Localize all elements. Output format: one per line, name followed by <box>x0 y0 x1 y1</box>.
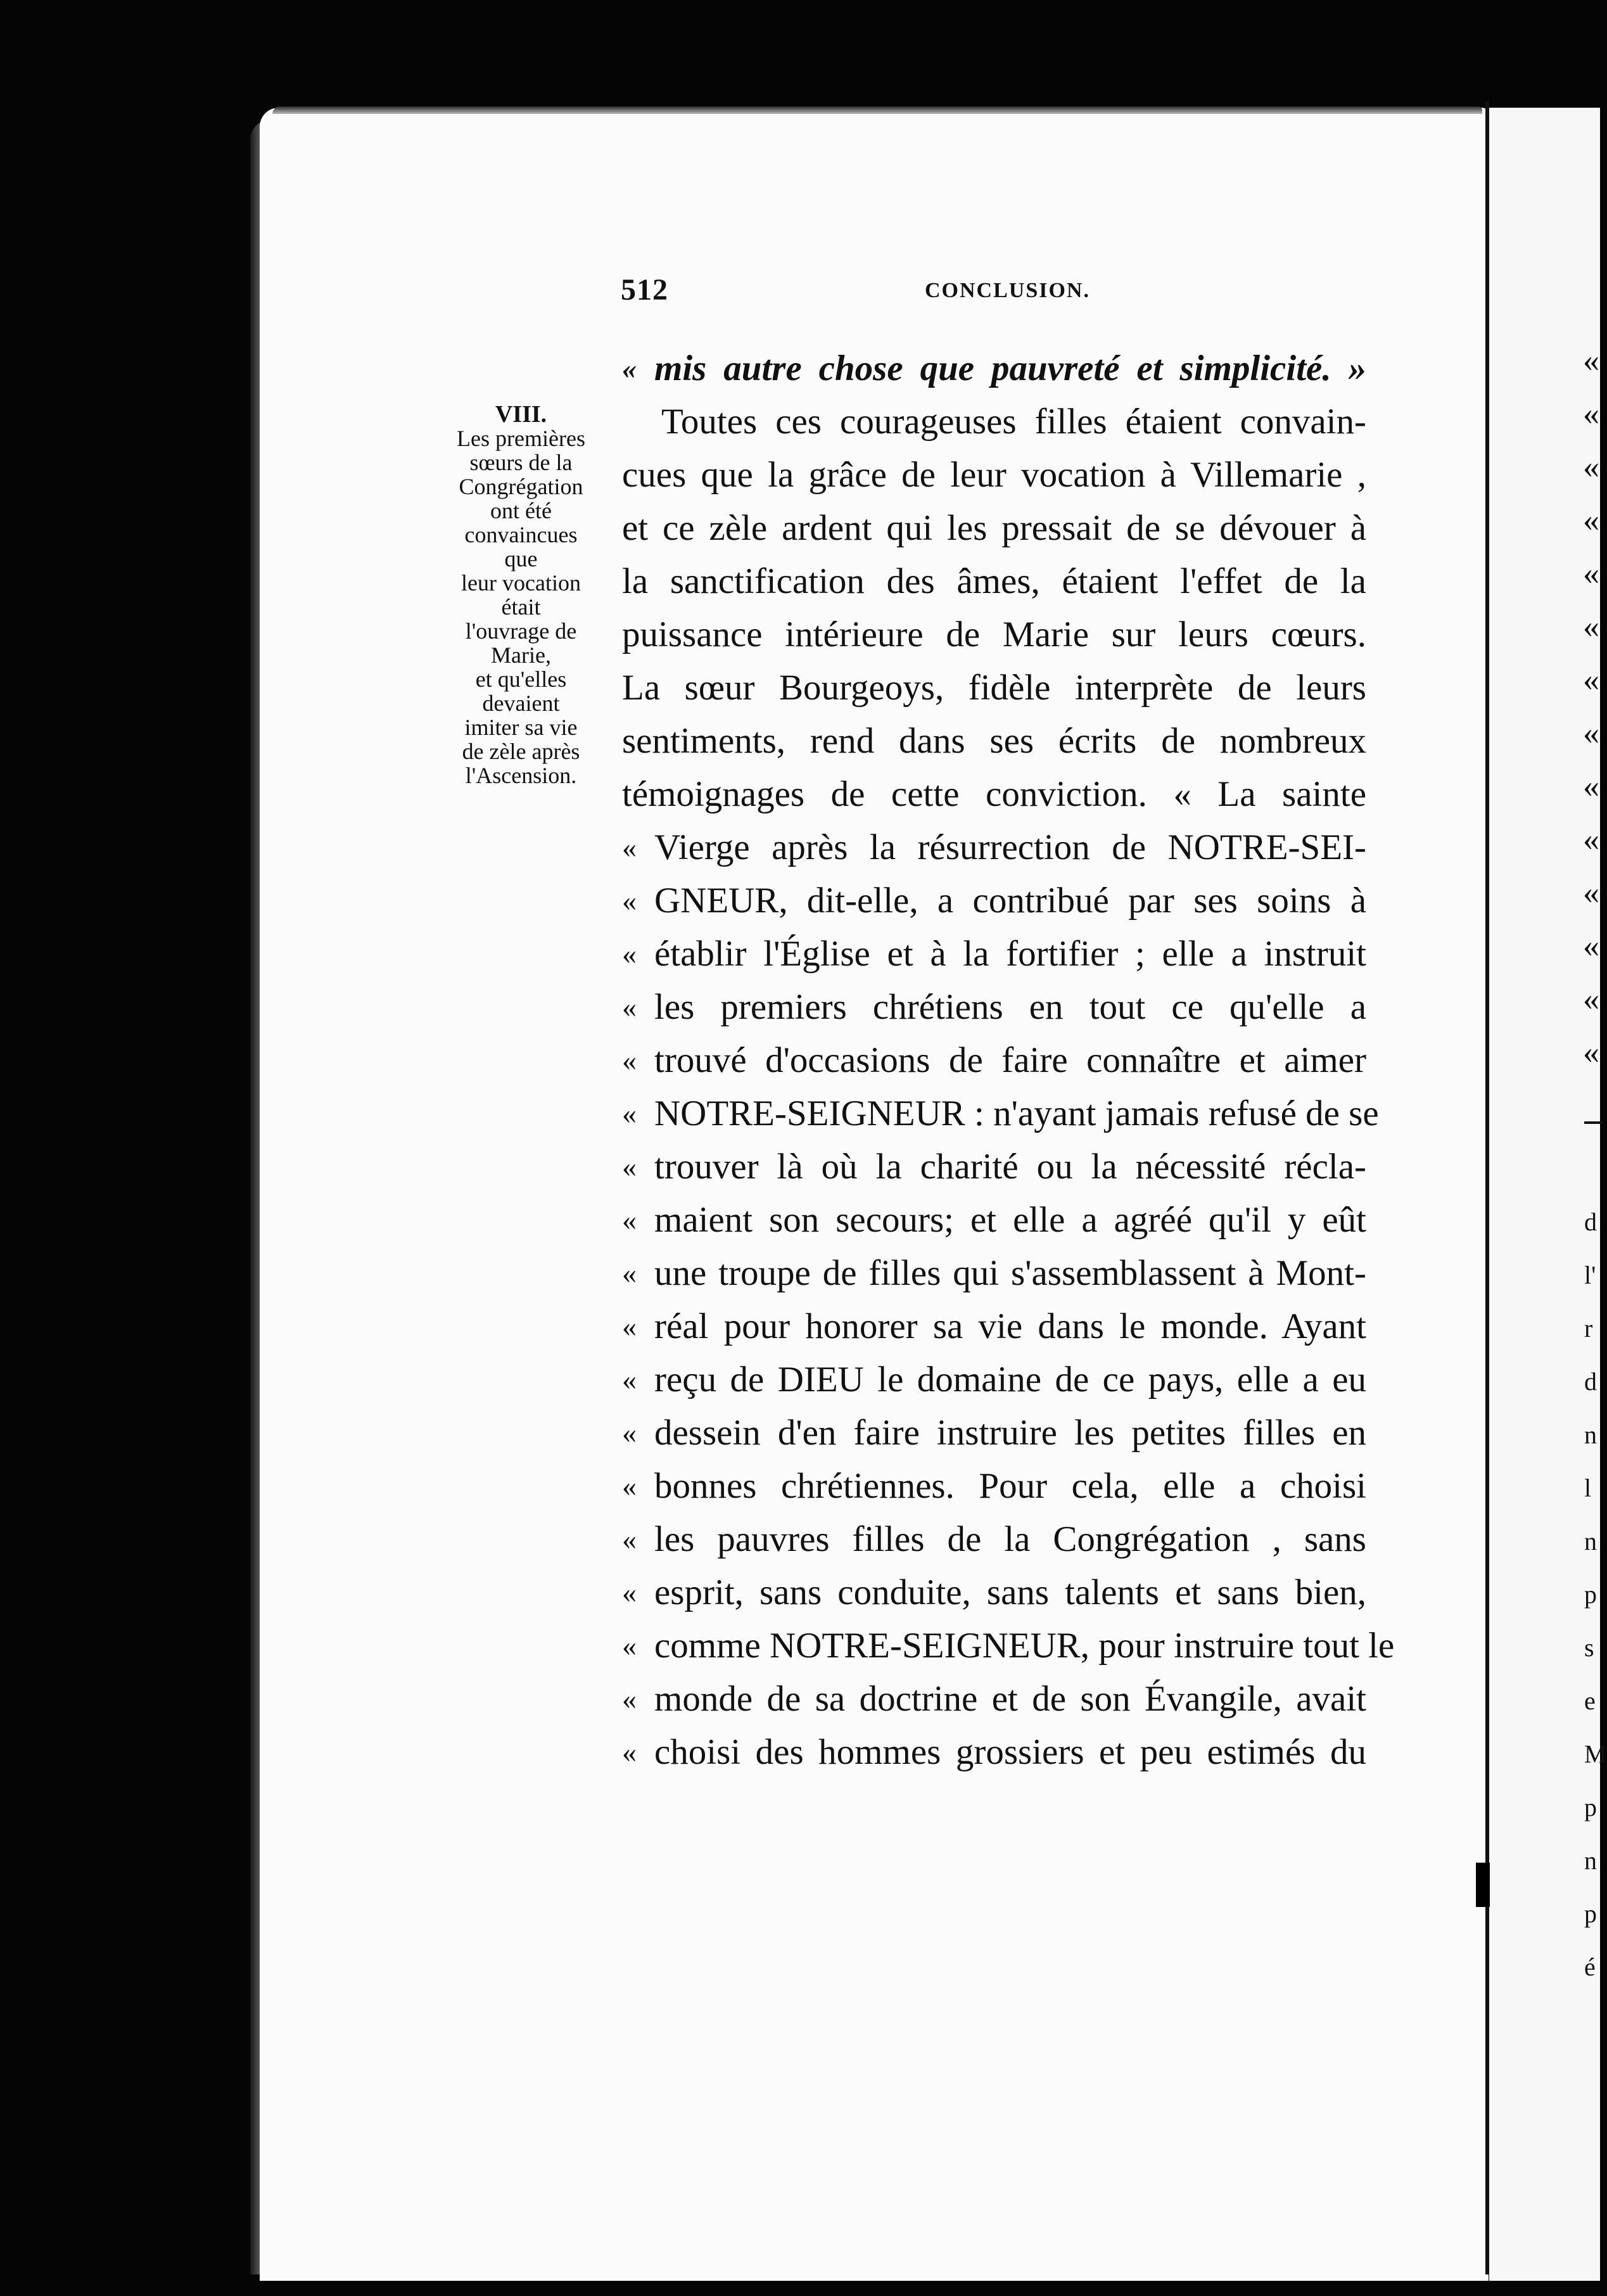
quote-mark: « <box>622 1523 637 1555</box>
text-line <box>622 555 1366 608</box>
line-text: et ce zèle ardent qui les pressait de se dévouer à <box>622 508 1366 548</box>
line-text: esprit, sans conduite, sans talents et sans bien, <box>654 1572 1366 1612</box>
text-line <box>622 395 1366 449</box>
facing-letter-fragment: n <box>1584 1846 1597 1875</box>
quote-mark: « <box>622 1417 637 1449</box>
text-line <box>622 1513 1366 1566</box>
text-line <box>622 928 1366 981</box>
text-line <box>622 981 1366 1034</box>
text-line <box>622 1140 1366 1194</box>
text-line <box>622 1247 1366 1300</box>
line-text: témoignages de cette conviction. « La sainte <box>622 774 1366 814</box>
text-line <box>622 1353 1366 1406</box>
quote-mark: « <box>622 1470 637 1502</box>
facing-letter-fragment: n <box>1584 1420 1597 1449</box>
text-line <box>622 768 1366 821</box>
text-line <box>622 449 1366 502</box>
margin-note-line: Congrégation <box>459 474 583 499</box>
margin-note-line: imiter sa vie <box>464 715 578 740</box>
page-number: 512 <box>621 273 668 307</box>
facing-quote-mark: « <box>1583 1035 1599 1071</box>
line-text: bonnes chrétiennes. Pour cela, elle a choisi <box>654 1466 1366 1506</box>
text-line <box>622 715 1366 768</box>
line-text: NOTRE-SEIGNEUR : n'ayant jamais refusé de se <box>654 1094 1379 1133</box>
facing-letter-fragment: d <box>1584 1208 1597 1236</box>
facing-letter-fragment: p <box>1584 1580 1597 1609</box>
line-text: les premiers chrétiens en tout ce qu'elle a <box>654 987 1366 1027</box>
margin-note-number: VIII. <box>495 401 547 428</box>
facing-quote-mark: « <box>1583 662 1599 698</box>
quote-mark: « <box>622 1097 637 1130</box>
margin-note-line: et qu'elles <box>475 666 567 692</box>
line-text: dessein d'en faire instruire les petites filles en <box>654 1413 1366 1453</box>
quote-mark: « <box>622 1630 637 1662</box>
facing-quote-mark: « <box>1583 769 1599 805</box>
line-text: reçu de DIEU le domaine de ce pays, elle a eu <box>654 1360 1366 1400</box>
quote-mark: « <box>622 1044 637 1076</box>
text-line <box>622 1194 1366 1247</box>
facing-letter-fragment: p <box>1584 1793 1597 1821</box>
text-line <box>622 1673 1366 1726</box>
quote-mark: « <box>622 884 637 917</box>
text-line <box>622 1566 1366 1619</box>
margin-note-line: devaient <box>482 691 560 716</box>
line-text: trouver là où la charité ou la nécessité récla- <box>654 1147 1366 1187</box>
line-text: Vierge après la résurrection de NOTRE-SEI- <box>654 827 1366 867</box>
margin-note-line: sœurs de la <box>469 450 573 475</box>
line-text: La sœur Bourgeoys, fidèle interprète de leurs <box>622 668 1366 708</box>
quote-mark: « <box>622 1736 637 1768</box>
quote-mark: « <box>622 1204 637 1236</box>
line-text: choisi des hommes grossiers et peu estimés du <box>654 1732 1366 1772</box>
text-line <box>622 1619 1395 1673</box>
text-line <box>622 502 1366 555</box>
facing-letter-fragment: p <box>1584 1899 1597 1928</box>
line-text: maient son secours; et elle a agréé qu'il y eût <box>654 1200 1366 1240</box>
text-line <box>622 1726 1366 1779</box>
text-line <box>622 1034 1366 1087</box>
quote-mark: « <box>622 1363 637 1396</box>
facing-letter-fragment: n <box>1584 1527 1597 1555</box>
facing-page-rule <box>1584 1121 1603 1124</box>
line-text: la sanctification des âmes, étaient l'effet de la <box>622 561 1366 601</box>
text-line <box>622 1300 1366 1353</box>
margin-note-line: l'ouvrage de <box>465 618 577 644</box>
facing-quote-mark: « <box>1583 502 1599 539</box>
facing-letter-fragment: é <box>1584 1953 1596 1981</box>
facing-quote-mark: « <box>1583 556 1599 592</box>
line-text: comme NOTRE-SEIGNEUR, pour instruire tout le <box>654 1626 1395 1666</box>
line-text: réal pour honorer sa vie dans le monde. Ayant <box>654 1306 1366 1346</box>
quote-mark: « <box>622 991 637 1023</box>
margin-note <box>437 402 605 788</box>
text-line <box>622 1460 1366 1513</box>
text-line <box>622 1406 1366 1460</box>
line-text: Toutes ces courageuses filles étaient convain- <box>661 402 1366 442</box>
margin-note-line: Marie, <box>491 642 551 668</box>
facing-letter-fragment: s <box>1584 1633 1594 1662</box>
facing-quote-mark: « <box>1583 822 1599 858</box>
margin-note-line: Les premières <box>457 426 585 451</box>
line-text: puissance intérieure de Marie sur leurs cœurs. <box>622 615 1366 654</box>
facing-quote-mark: « <box>1583 875 1599 911</box>
margin-note-line: de zèle après <box>462 739 580 764</box>
facing-quote-mark: « <box>1583 715 1599 751</box>
facing-quote-mark: « <box>1583 396 1599 432</box>
quote-mark: « <box>622 1257 637 1289</box>
facing-quote-mark: « <box>1583 981 1599 1017</box>
text-line <box>622 342 1366 395</box>
quote-mark: « <box>622 938 637 970</box>
line-text: trouvé d'occasions de faire connaître et aimer <box>654 1040 1366 1080</box>
facing-page-fragment <box>1489 108 1607 2281</box>
facing-letter-fragment: l' <box>1584 1261 1596 1289</box>
margin-note-line: que <box>504 546 538 571</box>
margin-note-text <box>437 426 605 788</box>
facing-quote-mark: « <box>1583 928 1599 964</box>
running-head: CONCLUSION. <box>925 279 1090 302</box>
line-text: cues que la grâce de leur vocation à Villemarie , <box>622 455 1366 495</box>
line-text: sentiments, rend dans ses écrits de nombreux <box>622 721 1366 761</box>
text-line <box>622 608 1366 661</box>
page-top-edge <box>272 106 1482 114</box>
binding-mark <box>1476 1863 1490 1907</box>
facing-letter-fragment: M <box>1584 1740 1607 1768</box>
quote-mark: « <box>622 1310 637 1343</box>
facing-quote-mark: « <box>1583 449 1599 485</box>
facing-letter-fragment: l <box>1584 1474 1592 1502</box>
margin-note-line: leur vocation <box>461 570 581 596</box>
margin-note-line: l'Ascension. <box>465 763 577 788</box>
line-text: une troupe de filles qui s'assemblassent à Mont- <box>654 1253 1366 1293</box>
quote-mark: « <box>622 1576 637 1609</box>
quote-mark: « <box>622 352 637 385</box>
facing-letter-fragment: d <box>1584 1367 1597 1396</box>
line-text: GNEUR, dit-elle, a contribué par ses soins à <box>654 881 1366 921</box>
margin-note-line: ont été <box>490 498 552 523</box>
body-text <box>622 342 1395 1779</box>
text-line <box>622 874 1366 928</box>
quote-mark: « <box>622 1151 637 1183</box>
line-text: établir l'Église et à la fortifier ; elle a instruit <box>654 934 1366 974</box>
facing-quote-mark: « <box>1583 609 1599 645</box>
facing-letter-fragment: e <box>1584 1687 1596 1715</box>
facing-letter-fragment: r <box>1584 1314 1593 1343</box>
quote-mark: « <box>622 831 637 864</box>
text-line <box>622 821 1366 874</box>
text-line <box>622 1087 1379 1140</box>
text-line <box>622 661 1366 715</box>
margin-note-line: convaincues <box>464 522 578 547</box>
facing-quote-mark: « <box>1583 343 1599 379</box>
margin-note-line: était <box>501 594 541 620</box>
quote-mark: « <box>622 1683 637 1715</box>
line-text: mis autre chose que pauvreté et simplicité. » <box>654 348 1366 388</box>
line-text: les pauvres filles de la Congrégation , sans <box>654 1519 1366 1559</box>
line-text: monde de sa doctrine et de son Évangile, avait <box>654 1679 1366 1719</box>
